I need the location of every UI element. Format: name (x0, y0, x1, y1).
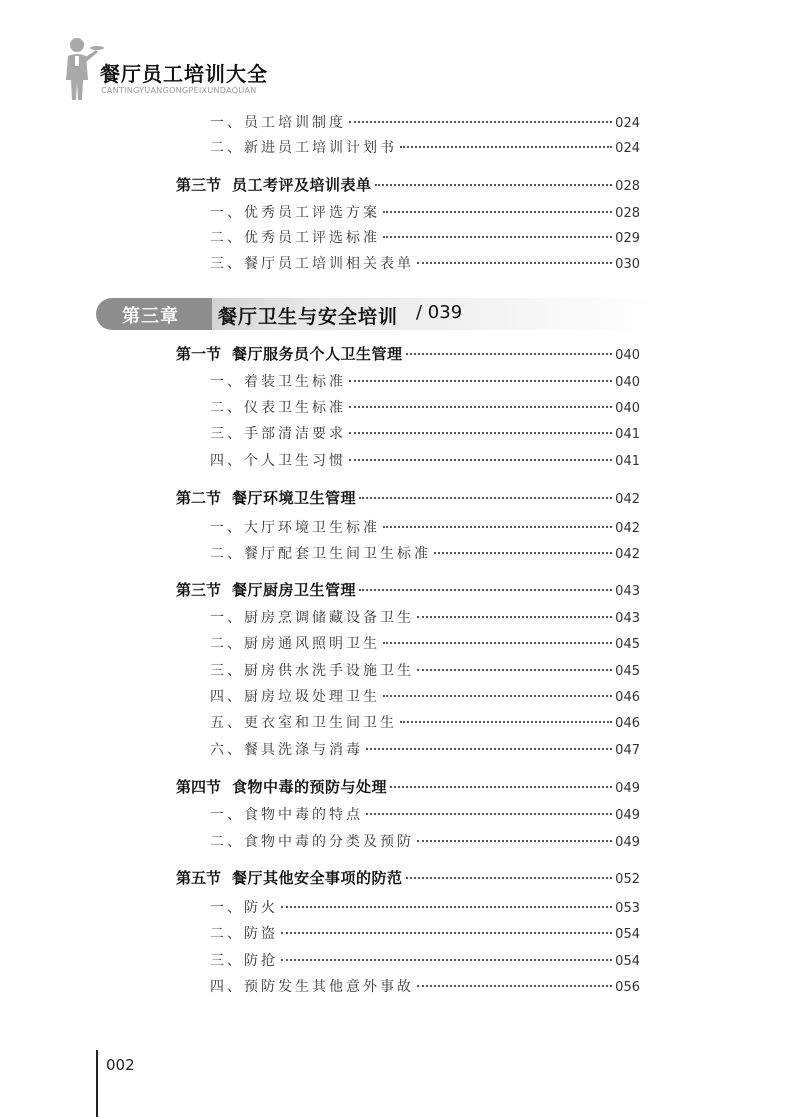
item-title: 三、防抢 (210, 953, 278, 969)
dot-leader (383, 695, 612, 697)
section-number: 第四节 (176, 778, 222, 796)
item-title: 一、防火 (210, 900, 278, 916)
dot-leader (417, 985, 612, 987)
item-title: 二、优秀员工评选标准 (210, 230, 380, 246)
toc-item-row (210, 252, 640, 276)
toc-item-row (210, 685, 640, 709)
dot-leader (406, 353, 613, 355)
section-number: 第五节 (176, 869, 222, 887)
toc-item-row (210, 542, 640, 566)
dot-leader (383, 236, 612, 238)
toc-page-number: 043 (615, 584, 640, 599)
toc-item-row (210, 226, 640, 250)
toc-page-number: 046 (615, 690, 640, 705)
dot-leader (349, 459, 612, 461)
chapter-title: 餐厅卫生与安全培训 (218, 306, 399, 328)
item-title: 一、食物中毒的特点 (210, 807, 363, 823)
dot-leader (281, 906, 612, 908)
toc-page-number: 053 (615, 901, 640, 916)
item-title: 一、员工培训制度 (210, 115, 346, 131)
item-title: 二、餐厅配套卫生间卫生标准 (210, 546, 431, 562)
item-title: 四、预防发生其他意外事故 (210, 979, 414, 995)
item-title: 一、着装卫生标准 (210, 374, 346, 390)
toc-page-number: 049 (615, 781, 640, 796)
section-title: 食物中毒的预防与处理 (232, 778, 388, 796)
section-title: 餐厅环境卫生管理 (232, 489, 357, 507)
toc-section-row (176, 866, 640, 890)
toc-page-number: 052 (615, 872, 640, 887)
section-title: 餐厅其他安全事项的防范 (232, 869, 403, 887)
item-title: 三、餐厅员工培训相关表单 (210, 256, 414, 272)
chapter-page: / 039 (416, 302, 463, 323)
toc-page-number: 043 (615, 611, 640, 626)
section-title: 餐厅服务员个人卫生管理 (232, 345, 403, 363)
dot-leader (383, 526, 612, 528)
dot-leader (383, 642, 612, 644)
toc-item-row (210, 922, 640, 946)
toc-item-row (210, 396, 640, 420)
dot-leader (349, 406, 612, 408)
toc-item-row (210, 949, 640, 973)
item-title: 二、厨房通风照明卫生 (210, 636, 380, 652)
footer-rule (96, 1050, 98, 1117)
toc-page-number: 049 (615, 835, 640, 850)
dot-leader (366, 748, 612, 750)
toc-page-number: 046 (615, 716, 640, 731)
dot-leader (281, 932, 612, 934)
toc-item-row (210, 659, 640, 683)
waiter-icon (64, 36, 104, 102)
dot-leader (281, 959, 612, 961)
dot-leader (417, 616, 612, 618)
dot-leader (400, 146, 612, 148)
dot-leader (375, 184, 613, 186)
section-title: 员工考评及培训表单 (232, 176, 372, 194)
section-title: 餐厅厨房卫生管理 (232, 581, 357, 599)
toc-section-row (176, 173, 640, 197)
toc-page-number: 054 (615, 927, 640, 942)
dot-leader (406, 877, 613, 879)
section-number: 第三节 (176, 581, 222, 599)
dot-leader (400, 721, 612, 723)
running-header (64, 36, 364, 106)
toc-page-number: 045 (615, 664, 640, 679)
dot-leader (349, 121, 612, 123)
toc-page-number: 040 (615, 375, 640, 390)
toc-page-number: 024 (615, 141, 640, 156)
item-title: 一、厨房烹调储藏设备卫生 (210, 610, 414, 626)
toc-section-row (176, 578, 640, 602)
dot-leader (417, 669, 612, 671)
toc-item-row (210, 516, 640, 540)
toc-page-number: 047 (615, 743, 640, 758)
chapter-banner (96, 296, 656, 332)
section-number: 第一节 (176, 345, 222, 363)
toc-section-row (176, 486, 640, 510)
dot-leader (359, 497, 612, 499)
item-title: 四、个人卫生习惯 (210, 453, 346, 469)
toc-page-number: 054 (615, 954, 640, 969)
toc-page-number: 042 (615, 492, 640, 507)
item-title: 二、食物中毒的分类及预防 (210, 834, 414, 850)
toc-section-row (176, 342, 640, 366)
chapter-number: 第三章 (122, 306, 179, 327)
toc-page-number: 029 (615, 231, 640, 246)
toc-page-number: 028 (615, 179, 640, 194)
section-number: 第三节 (176, 176, 222, 194)
dot-leader (434, 552, 612, 554)
dot-leader (366, 813, 612, 815)
item-title: 三、手部清洁要求 (210, 426, 346, 442)
item-title: 六、餐具洗涤与消毒 (210, 742, 363, 758)
toc-page-number: 040 (615, 401, 640, 416)
toc-page-number: 042 (615, 547, 640, 562)
item-title: 五、更衣室和卫生间卫生 (210, 715, 397, 731)
toc-item-row (210, 896, 640, 920)
toc-item-row (210, 370, 640, 394)
toc-item-row (210, 632, 640, 656)
toc-page-number: 030 (615, 257, 640, 272)
book-title: 餐厅员工培训大全 (100, 62, 268, 86)
item-title: 二、防盗 (210, 926, 278, 942)
item-title: 三、厨房供水洗手设施卫生 (210, 663, 414, 679)
item-title: 二、新进员工培训计划书 (210, 140, 397, 156)
toc-page-number: 024 (615, 116, 640, 131)
toc-item-row (210, 449, 640, 473)
dot-leader (417, 262, 612, 264)
section-number: 第二节 (176, 489, 222, 507)
toc-item-row (210, 111, 640, 135)
toc-item-row (210, 711, 640, 735)
page-number: 002 (106, 1056, 135, 1074)
book-title-pinyin: CANTINGYUANGONGPEIXUNDAQUAN (101, 86, 257, 95)
toc-item-row (210, 606, 640, 630)
toc-item-row (210, 422, 640, 446)
dot-leader (417, 840, 612, 842)
toc-item-row (210, 830, 640, 854)
toc-item-row (210, 136, 640, 160)
toc-page-number: 042 (615, 521, 640, 536)
dot-leader (359, 589, 612, 591)
toc-page-number: 041 (615, 427, 640, 442)
toc-item-row (210, 738, 640, 762)
item-title: 四、厨房垃圾处理卫生 (210, 689, 380, 705)
toc-page-number: 028 (615, 206, 640, 221)
dot-leader (383, 211, 612, 213)
dot-leader (349, 432, 612, 434)
item-title: 一、优秀员工评选方案 (210, 205, 380, 221)
toc-section-row (176, 775, 640, 799)
toc-page-number: 056 (615, 980, 640, 995)
dot-leader (349, 380, 612, 382)
dot-leader (390, 786, 612, 788)
item-title: 二、仪表卫生标准 (210, 400, 346, 416)
toc-item-row (210, 803, 640, 827)
toc-item-row (210, 975, 640, 999)
toc-page-number: 049 (615, 808, 640, 823)
toc-page-number: 041 (615, 454, 640, 469)
toc-page-number: 045 (615, 637, 640, 652)
item-title: 一、大厅环境卫生标准 (210, 520, 380, 536)
toc-page-number: 040 (615, 348, 640, 363)
toc-item-row (210, 201, 640, 225)
